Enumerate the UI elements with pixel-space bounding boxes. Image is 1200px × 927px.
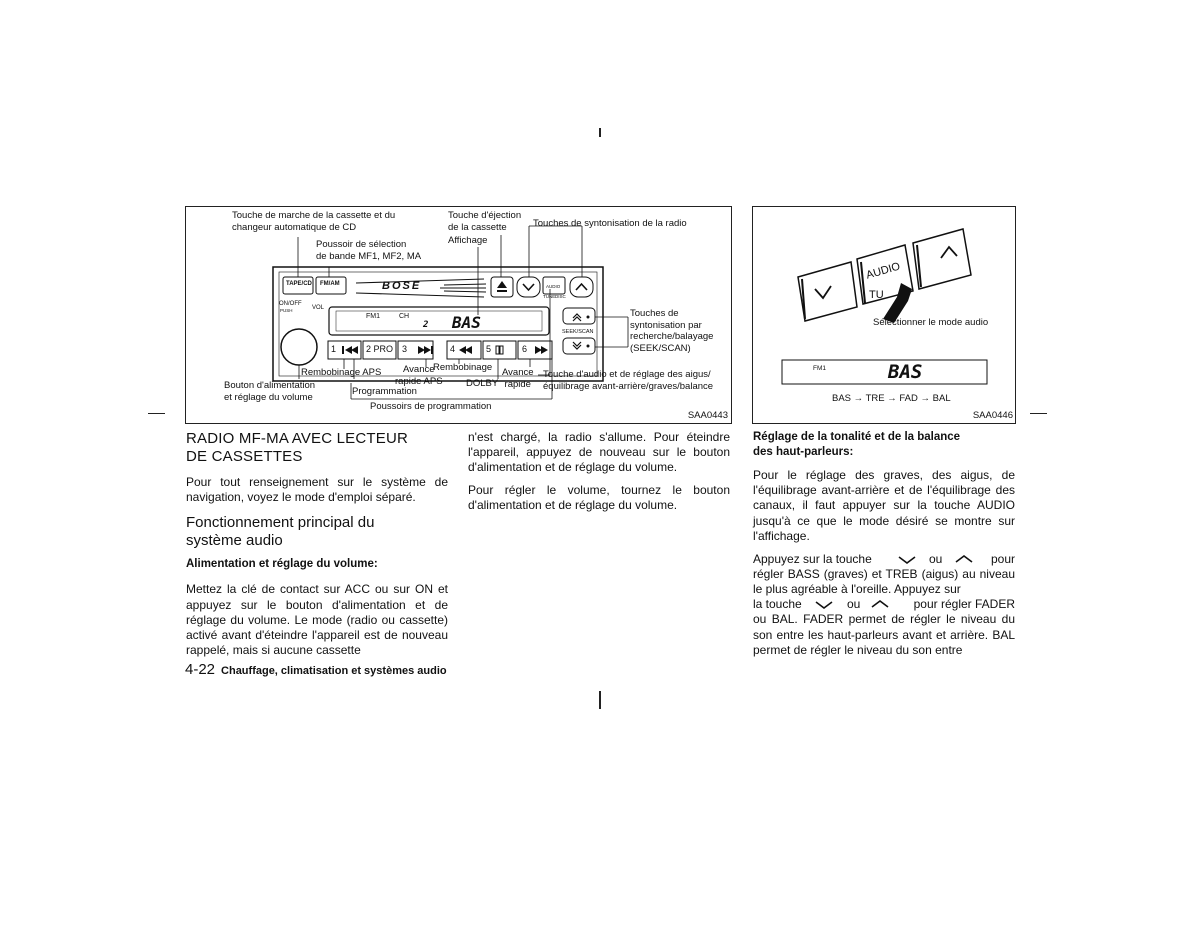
power-paragraph: Mettez la clé de contact sur ACC ou sur ON et appuyez sur le bouton d'alimentation et de réglage du volume. Le mode (radio ou cassette) activé avant d'éteindre l'appareil est de nouveau rappelé, mais si aucune cassette xyxy=(186,582,448,658)
callout-cassette-button: Touche de marche de la cassette et du changeur automatique de CD xyxy=(232,210,396,233)
mode-sequence: BAS → TRE → FAD → BAL xyxy=(832,393,951,404)
callout-power: Bouton d'alimentation et réglage du volume xyxy=(224,380,316,403)
callout-dolby: DOLBY xyxy=(466,378,499,389)
preset-5-label: 5 xyxy=(486,344,492,354)
preset-1-label: 1 xyxy=(331,344,337,354)
callout-ff: Avance rapide xyxy=(502,367,534,390)
volume-knob xyxy=(281,329,317,365)
tone-heading: Réglage de la tonalité et de la balance des haut-parleurs: xyxy=(753,431,961,458)
callout-ff-aps: Avance rapide APS xyxy=(395,364,443,387)
subsection-heading: Fonctionnement principal du système audio xyxy=(186,514,375,550)
col2-paragraph-2: Pour régler le volume, tournez le bouton d'alimentation et de réglage du volume. xyxy=(468,482,730,512)
callout-eject: Touche d'éjection de la cassette xyxy=(448,210,522,233)
preset-3-label: 3 xyxy=(402,344,408,354)
figure-code-right: SAA0446 xyxy=(972,410,1013,421)
tone-line-1: Appuyez sur la touche ou pour xyxy=(753,552,1015,567)
seek-scan-label: SEEK/SCAN xyxy=(562,329,594,335)
register-mark-top xyxy=(599,128,601,137)
audio-mode-figure xyxy=(752,206,1016,424)
on-off-label: ON/OFF xyxy=(279,301,302,307)
callout-tuning: Touches de syntonisation de la radio xyxy=(533,218,687,229)
tune-partial-label: TU xyxy=(869,289,884,301)
push-label: PUSH xyxy=(280,308,293,313)
audio-key-label: AUDIO xyxy=(864,260,902,282)
chevron-up-icon xyxy=(870,599,890,609)
display-mode-right: BAS xyxy=(888,361,923,383)
display-mode: BAS xyxy=(452,313,481,332)
callout-rewind: Rembobinage xyxy=(433,362,493,373)
section-heading: RADIO MF-MA AVEC LECTEUR DE CASSETTES xyxy=(186,430,409,465)
callout-seek: Touches de syntonisation par recherche/balayage (SEEK/SCAN) xyxy=(630,308,714,354)
up-key xyxy=(913,229,971,289)
display-channel-digit: 2 xyxy=(423,320,429,330)
seek-down-button xyxy=(563,338,595,354)
chevron-down-icon xyxy=(897,555,917,565)
display-band: FM1 xyxy=(813,365,826,372)
vol-label: VOL xyxy=(312,305,325,311)
page-number: 4-22 xyxy=(185,661,216,678)
callout-display: Affichage xyxy=(448,235,488,246)
tone-line-2: la touche ou pour régler FADER xyxy=(753,597,1015,612)
display-fm1: FM1 xyxy=(366,313,380,320)
callout-band-button: Poussoir de sélection de bande MF1, MF2, MA xyxy=(316,239,422,262)
bose-logo: BOSE xyxy=(382,280,422,292)
callout-programming: Programmation xyxy=(352,386,417,397)
chapter-title: Chauffage, climatisation et systèmes audio xyxy=(221,665,447,677)
register-mark-left xyxy=(148,413,165,414)
tone-paragraph-2: régler BASS (graves) et TREB (aigus) au niveau le plus agréable à l'oreille. Appuyez sur xyxy=(753,567,1015,597)
tune-down-button xyxy=(517,277,540,297)
chevron-up-icon xyxy=(954,554,974,564)
caption-select-audio: Sélectionner le mode audio xyxy=(873,317,989,328)
tune-label: TUNE xyxy=(543,294,556,299)
preset-4-label: 4 xyxy=(450,344,456,354)
chevron-down-icon xyxy=(814,600,834,610)
tune-up-button xyxy=(570,277,593,297)
audio-label: AUDIO xyxy=(546,284,561,289)
page-footer xyxy=(185,661,447,679)
audio-key-drawing xyxy=(753,207,1015,423)
disc-label: DISC xyxy=(555,294,566,299)
tone-paragraph-3: ou BAL. FADER permet de régler le niveau du son entre les haut-parleurs avant et arrière. BAL permet de régler le niveau du son entre xyxy=(753,612,1015,657)
preset-buttons xyxy=(328,341,552,359)
tone-paragraph-1: Pour le réglage des graves, des aigus, de l'équilibrage avant-arrière et de l'équilibrage des canaux, il faut appuyer sur la touche AUDIO jusqu'à ce que le mode désiré se montre sur l'affichage. xyxy=(753,468,1015,543)
display-ch: CH xyxy=(399,313,410,320)
figure-code-left: SAA0443 xyxy=(687,410,728,421)
preset-2-label: 2 PRO xyxy=(366,344,394,354)
column-2 xyxy=(468,430,730,513)
fm-am-label: FM/AM xyxy=(320,281,340,287)
column-1 xyxy=(186,430,448,658)
register-mark-right xyxy=(1030,413,1047,414)
callout-audio-button: Touche d'audio et de réglage des aigus/ équilibrage avant-arrière/graves/balance xyxy=(543,369,714,392)
tape-cd-label: TAPE/CD xyxy=(286,281,312,287)
preset-6-label: 6 xyxy=(522,344,528,354)
intro-paragraph: Pour tout renseignement sur le système de navigation, voyez le mode d'emploi séparé. xyxy=(186,475,448,505)
radio-diagram-figure xyxy=(185,206,732,424)
power-heading: Alimentation et réglage du volume: xyxy=(186,558,378,571)
column-3 xyxy=(753,430,1015,658)
callout-rew-aps: Rembobinage APS xyxy=(301,367,382,378)
register-mark-bottom xyxy=(599,691,601,709)
col2-paragraph-1: n'est chargé, la radio s'allume. Pour éteindre l'appareil, appuyez de nouveau sur le bouton d'alimentation et de réglage du volume. xyxy=(468,430,730,475)
callout-presets: Poussoirs de programmation xyxy=(370,401,492,412)
